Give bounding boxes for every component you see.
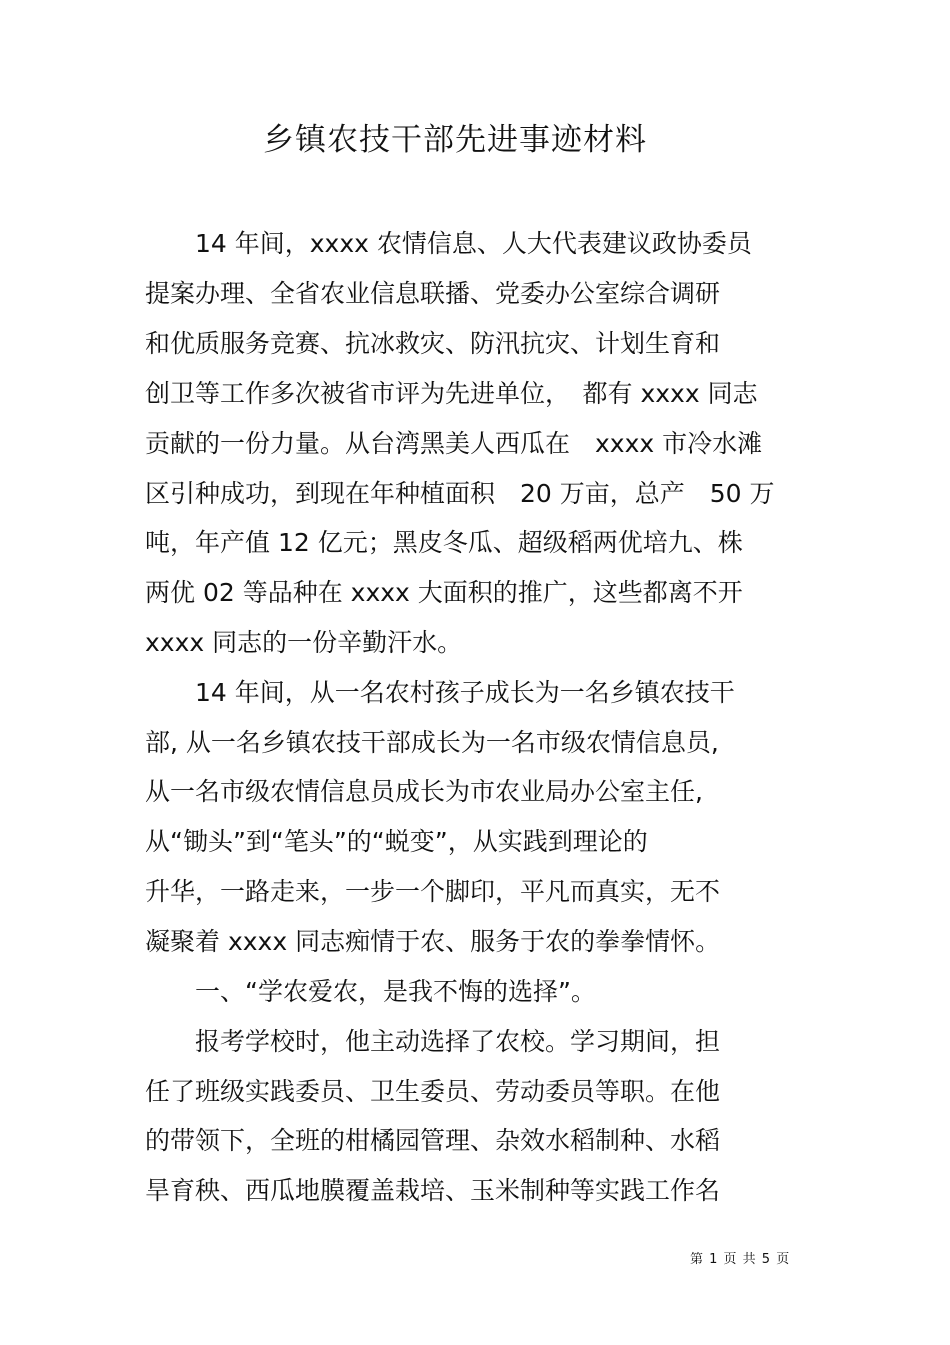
body-line-2: 提案办理、全省农业信息联播、党委办公室综合调研: [145, 279, 721, 308]
body-line-5: 贡献的一份力量。从台湾黑美人西瓜在 xxxx 市冷水滩: [145, 429, 763, 458]
section-heading: 一、“学农爱农，是我不悔的选择”。: [145, 977, 596, 1006]
body-line-15: 凝聚着 xxxx 同志痴情于农、服务于农的拳拳情怀。: [145, 927, 721, 956]
document-title: 乡镇农技干部先进事迹材料: [263, 122, 647, 158]
body-line-11: 部, 从一名乡镇农技干部成长为一名市级农情信息员,: [145, 728, 719, 757]
body-line-8: 两优 02 等品种在 xxxx 大面积的推广，这些都离不开: [145, 578, 743, 607]
body-line-3: 和优质服务竞赛、抗冰救灾、防汛抗灾、计划生育和: [145, 329, 721, 358]
body-line-9: xxxx 同志的一份辛勤汗水。: [145, 628, 463, 657]
body-line-14: 升华，一路走来，一步一个脚印，平凡而真实，无不: [145, 877, 721, 906]
body-line-18: 任了班级实践委员、卫生委员、劳动委员等职。在他: [145, 1077, 721, 1106]
body-line-4: 创卫等工作多次被省市评为先进单位， 都有 xxxx 同志: [145, 379, 758, 408]
body-line-20: 旱育秧、西瓜地膜覆盖栽培、玉米制种等实践工作名: [145, 1176, 721, 1205]
body-line-17: 报考学校时，他主动选择了农校。学习期间，担: [145, 1027, 721, 1056]
body-line-13: 从“锄头”到“笔头”的“蜕变”，从实践到理论的: [145, 827, 648, 856]
body-line-7: 吨，年产值 12 亿元；黑皮冬瓜、超级稻两优培九、株: [145, 528, 743, 557]
body-line-12: 从一名市级农情信息员成长为市农业局办公室主任,: [145, 777, 703, 806]
body-line-1: 14 年间，xxxx 农情信息、人大代表建议政协委员: [145, 229, 752, 258]
body-line-19: 的带领下，全班的柑橘园管理、杂效水稻制种、水稻: [145, 1126, 721, 1155]
body-line-10: 14 年间，从一名农村孩子成长为一名乡镇农技干: [145, 678, 735, 707]
body-line-6: 区引种成功，到现在年种植面积 20 万亩，总产 50 万: [145, 479, 775, 508]
page-number: 第 1 页 共 5 页: [690, 1252, 791, 1267]
